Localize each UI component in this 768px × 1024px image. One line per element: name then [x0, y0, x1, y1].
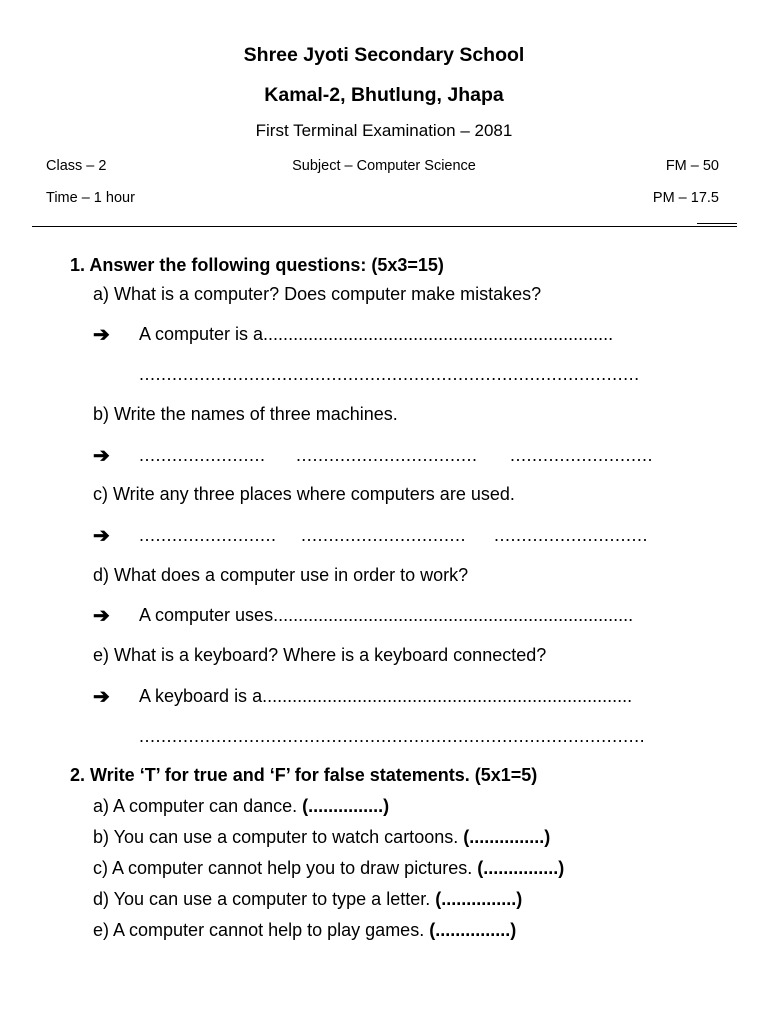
statement-2d-text: d) You can use a computer to type a letter.	[93, 889, 431, 909]
pass-marks-label: PM – 17.5	[652, 190, 719, 206]
arrow-icon: ➔	[93, 686, 110, 708]
header-divider	[32, 226, 737, 227]
arrow-icon: ➔	[93, 525, 110, 547]
header-divider-accent	[697, 223, 737, 224]
answer-2a-blank: (...............)	[302, 796, 390, 816]
statement-2d	[93, 889, 522, 910]
question-1d: d) What does a computer use in order to work?	[93, 565, 469, 585]
time-label: Time – 1 hour	[46, 190, 135, 206]
answer-1a-line-1: A computer is a......................................................................	[139, 324, 614, 344]
statement-2c-text: c) A computer cannot help you to draw pictures.	[93, 858, 473, 878]
school-address: Kamal-2, Bhutlung, Jhapa	[264, 84, 504, 106]
question-2-heading: 2. Write ‘T’ for true and ‘F’ for false statements. (5x1=5)	[70, 765, 538, 785]
question-1a: a) What is a computer? Does computer make mistakes?	[93, 284, 542, 304]
question-1e: e) What is a keyboard? Where is a keyboard connected?	[93, 645, 547, 665]
full-marks-label: FM – 50	[665, 158, 719, 174]
statement-2a	[93, 796, 389, 817]
answer-2e-blank: (...............)	[429, 920, 517, 940]
statement-2b	[93, 827, 550, 848]
answer-1e-line-1: A keyboard is a..........................................................................	[139, 686, 633, 706]
arrow-icon: ➔	[93, 605, 110, 627]
statement-2b-text: b) You can use a computer to watch cartoons.	[93, 827, 459, 847]
arrow-icon: ➔	[93, 445, 110, 467]
class-label: Class – 2	[46, 158, 107, 174]
answer-2c-blank: (...............)	[477, 858, 565, 878]
exam-title: First Terminal Examination – 2081	[255, 121, 513, 140]
answer-1e-line-2: ............................................................................................	[139, 726, 646, 746]
question-1c: c) Write any three places where computers are used.	[93, 484, 515, 504]
answer-1b-blank-1: .......................	[139, 445, 266, 465]
answer-2b-blank: (...............)	[463, 827, 551, 847]
answer-1c-blank-1: .........................	[139, 525, 277, 545]
statement-2c	[93, 858, 564, 879]
answer-1c-blank-3: ............................	[494, 525, 649, 545]
subject-label: Subject – Computer Science	[292, 158, 476, 174]
answer-1b-blank-2: .................................	[296, 445, 478, 465]
answer-1b-blank-3: ..........................	[510, 445, 654, 465]
school-name: Shree Jyoti Secondary School	[243, 44, 525, 66]
answer-1c-blank-2: ..............................	[301, 525, 467, 545]
arrow-icon: ➔	[93, 324, 110, 346]
statement-2e-text: e) A computer cannot help to play games.	[93, 920, 425, 940]
question-1-heading: 1. Answer the following questions: (5x3=15)	[70, 255, 444, 275]
question-1b: b) Write the names of three machines.	[93, 404, 398, 424]
answer-1d-line: A computer uses........................................................................	[139, 605, 634, 625]
statement-2e	[93, 920, 516, 941]
answer-1a-line-2: ...........................................................................................	[139, 364, 640, 384]
answer-2d-blank: (...............)	[435, 889, 523, 909]
statement-2a-text: a) A computer can dance.	[93, 796, 298, 816]
